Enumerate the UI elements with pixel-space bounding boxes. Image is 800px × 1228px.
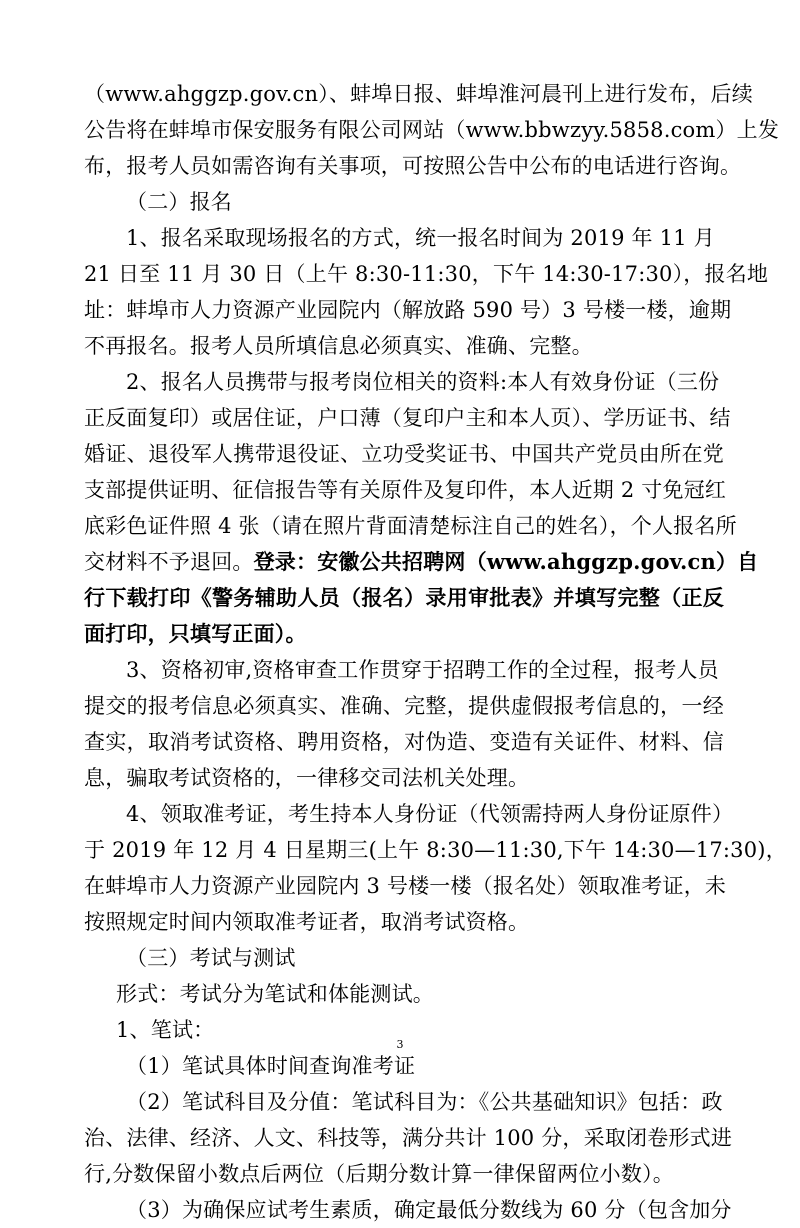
paragraph-line (84, 544, 759, 580)
paragraph-line: 布，报考人员如需咨询有关事项，可按照公告中公布的电话进行咨询。 (84, 154, 742, 178)
section-heading: （二）报名 (126, 190, 232, 214)
paragraph-line: 提交的报考信息必须真实、准确、完整，提供虚假报考信息的，一经 (84, 694, 724, 718)
paragraph-line: 21 日至 11 月 30 日（上午 8:30-11:30，下午 14:30-17:30），报名地 (84, 262, 769, 286)
paragraph-line: （3）为确保应试考生素质，确定最低分数线为 60 分（包含加分 (126, 1198, 732, 1222)
paragraph-line: 形式：考试分为笔试和体能测试。 (116, 982, 434, 1006)
paragraph-line: 在蚌埠市人力资源产业园院内 3 号楼一楼（报名处）领取准考证，未 (84, 874, 727, 898)
paragraph-line: 正反面复印）或居住证，户口薄（复印户主和本人页）、学历证书、结 (84, 406, 731, 430)
paragraph-line: 治、法律、经济、人文、科技等，满分共计 100 分，采取闭卷形式进 (84, 1126, 733, 1150)
paragraph-line: 4、领取准考证，考生持本人身份证（代领需持两人身份证原件） (126, 802, 734, 826)
paragraph-line: 于 2019 年 12 月 4 日星期三(上午 8:30—11:30,下午 14:30—17:30)， (84, 838, 787, 862)
paragraph-line: 2、报名人员携带与报考岗位相关的资料:本人有效身份证（三份 (126, 370, 720, 394)
paragraph-line: （www.ahggzp.gov.cn）、蚌埠日报、蚌埠淮河晨刊上进行发布，后续 (84, 82, 753, 106)
body-text (84, 76, 787, 1228)
section-heading: （三）考试与测试 (126, 946, 296, 970)
paragraph-line: 婚证、退役军人携带退役证、立功受奖证书、中国共产党员由所在党 (84, 442, 724, 466)
paragraph-line: 息，骗取考试资格的，一律移交司法机关处理。 (84, 766, 530, 790)
paragraph-line: （2）笔试科目及分值：笔试科目为：《公共基础知识》包括：政 (126, 1090, 723, 1114)
paragraph-text: 交材料不予退回。 (84, 550, 254, 574)
bold-instruction: 登录：安徽公共招聘网（www.ahggzp.gov.cn）自 (253, 549, 759, 574)
paragraph-line: 1、报名采取现场报名的方式，统一报名时间为 2019 年 11 月 (126, 226, 715, 250)
paragraph-line: 行,分数保留小数点后两位（后期分数计算一律保留两位小数）。 (84, 1162, 674, 1186)
paragraph-line: 查实，取消考试资格、聘用资格，对伪造、变造有关证件、材料、信 (84, 730, 724, 754)
bold-instruction: 行下载打印《警务辅助人员（报名）录用审批表》并填写完整（正反 (84, 585, 724, 610)
paragraph-line: 3、资格初审,资格审查工作贯穿于招聘工作的全过程，报考人员 (126, 658, 719, 682)
paragraph-line: 不再报名。报考人员所填信息必须真实、准确、完整。 (84, 334, 593, 358)
paragraph-line: 按照规定时间内领取准考证者，取消考试资格。 (84, 910, 530, 934)
paragraph-line: 底彩色证件照 4 张（请在照片背面清楚标注自己的姓名），个人报名所 (84, 514, 737, 538)
page-number: 3 (396, 1038, 404, 1051)
paragraph-line: 1、笔试： (116, 1018, 215, 1042)
paragraph-line: （1）笔试具体时间查询准考证 (126, 1054, 416, 1078)
paragraph-line: 公告将在蚌埠市保安服务有限公司网站（www.bbwzyy.5858.com）上发 (84, 118, 780, 142)
bold-instruction: 面打印，只填写正面）。 (84, 621, 307, 646)
paragraph-line: 址：蚌埠市人力资源产业园院内（解放路 590 号）3 号楼一楼，逾期 (84, 298, 732, 322)
paragraph-line: 支部提供证明、征信报告等有关原件及复印件，本人近期 2 寸免冠红 (84, 478, 727, 502)
